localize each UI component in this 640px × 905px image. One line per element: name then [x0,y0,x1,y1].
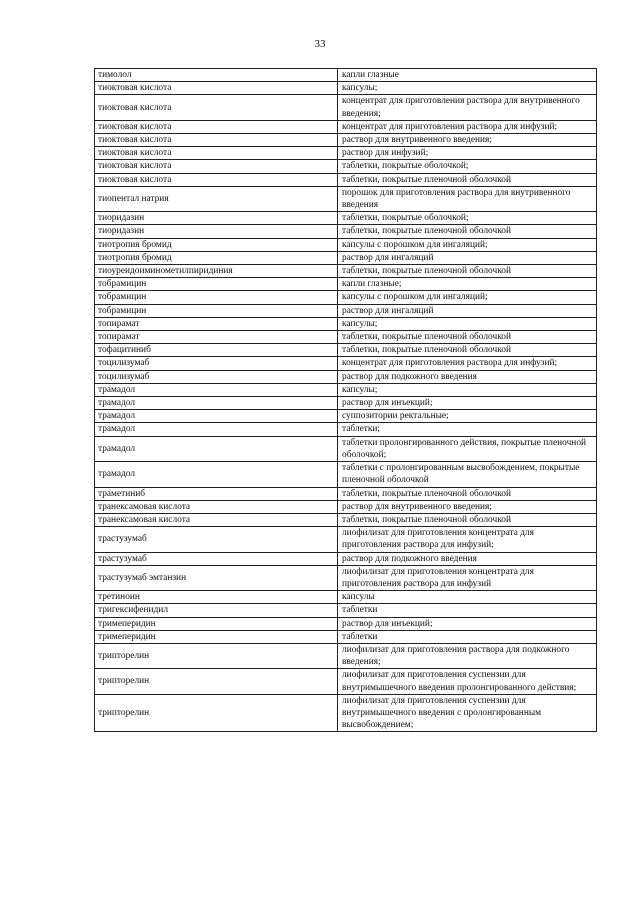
dosage-form-cell: капсулы с порошком для ингаляций; [338,238,597,251]
drug-name-cell: тиоуреидоиминометилпиридиния [95,265,338,278]
table-row [95,669,597,694]
table-row [95,423,597,436]
drug-name-cell: тиотропия бромид [95,238,338,251]
table-row [95,212,597,225]
drug-name-cell: трипторелин [95,643,338,668]
drug-name-cell: тобрамицин [95,304,338,317]
table-row [95,357,597,370]
dosage-form-cell: раствор для инъекций; [338,617,597,630]
dosage-form-cell: таблетки, покрытые пленочной оболочкой [338,173,597,186]
drug-name-cell: тоцилизумаб [95,370,338,383]
dosage-form-cell: капсулы; [338,82,597,95]
dosage-form-cell: таблетки, покрытые пленочной оболочкой [338,344,597,357]
dosage-form-cell: капли глазные; [338,278,597,291]
drug-name-cell: топирамат [95,317,338,330]
drug-name-cell: тиоктовая кислота [95,147,338,160]
dosage-form-cell: раствор для инъекций; [338,397,597,410]
table-row [95,186,597,211]
table-row [95,69,597,82]
table-row [95,462,597,487]
table-row [95,487,597,500]
dosage-form-cell: суппозитории ректальные; [338,410,597,423]
table-row [95,134,597,147]
drug-name-cell: трамадол [95,462,338,487]
dosage-form-cell: таблетки, покрытые оболочкой; [338,212,597,225]
table-row [95,95,597,120]
dosage-form-cell: капсулы [338,591,597,604]
table-row [95,565,597,590]
drug-name-cell: тиотропия бромид [95,251,338,264]
table-row [95,630,597,643]
table-row [95,278,597,291]
drug-name-cell: тригексифенидил [95,604,338,617]
table-row [95,265,597,278]
drug-name-cell: транексамовая кислота [95,500,338,513]
drug-name-cell: тиоридазин [95,212,338,225]
dosage-form-cell: таблетки; [338,423,597,436]
drug-name-cell: тиоктовая кислота [95,134,338,147]
drug-name-cell: тобрамицин [95,291,338,304]
table-row [95,147,597,160]
table-row [95,238,597,251]
table-row [95,225,597,238]
drug-name-cell: тримеперидин [95,617,338,630]
table-row [95,552,597,565]
table-row [95,527,597,552]
drug-table [94,68,597,732]
drug-name-cell: транексамовая кислота [95,513,338,526]
dosage-form-cell: лиофилизат для приготовления суспензии для внутримышечного введения с пролонгированным высвобождением; [338,694,597,732]
dosage-form-cell: лиофилизат для приготовления суспензии для внутримышечного введения пролонгированного действия; [338,669,597,694]
table-row [95,160,597,173]
drug-name-cell: тримеперидин [95,630,338,643]
table-row [95,291,597,304]
table-row [95,397,597,410]
dosage-form-cell: таблетки [338,604,597,617]
dosage-form-cell: раствор для ингаляций [338,304,597,317]
dosage-form-cell: концентрат для приготовления раствора для инфузий; [338,357,597,370]
drug-name-cell: тоцилизумаб [95,357,338,370]
dosage-form-cell: порошок для приготовления раствора для внутривенного введения [338,186,597,211]
drug-name-cell: трамадол [95,383,338,396]
dosage-form-cell: раствор для подкожного введения [338,552,597,565]
drug-name-cell: трипторелин [95,694,338,732]
dosage-form-cell: капсулы; [338,317,597,330]
dosage-form-cell: таблетки, покрытые пленочной оболочкой [338,265,597,278]
dosage-form-cell: таблетки пролонгированного действия, покрытые пленочной оболочкой; [338,436,597,461]
dosage-form-cell: лиофилизат для приготовления концентрата для приготовления раствора для инфузий; [338,527,597,552]
table-row [95,120,597,133]
table-row [95,513,597,526]
dosage-form-cell: таблетки, покрытые пленочной оболочкой [338,487,597,500]
dosage-form-cell: капсулы; [338,383,597,396]
table-row [95,344,597,357]
table-row [95,331,597,344]
drug-name-cell: трамадол [95,423,338,436]
dosage-form-cell: лиофилизат для приготовления раствора для подкожного введения; [338,643,597,668]
dosage-form-cell: концентрат для приготовления раствора для внутривенного введения; [338,95,597,120]
table-row [95,317,597,330]
drug-name-cell: тиоктовая кислота [95,160,338,173]
drug-name-cell: трастузумаб [95,552,338,565]
dosage-form-cell: раствор для инфузий; [338,147,597,160]
table-row [95,173,597,186]
table-row [95,82,597,95]
drug-name-cell: тиоктовая кислота [95,95,338,120]
table-row [95,617,597,630]
table-row [95,370,597,383]
dosage-form-cell: таблетки, покрытые пленочной оболочкой [338,225,597,238]
drug-name-cell: тиопентал натрия [95,186,338,211]
drug-name-cell: топирамат [95,331,338,344]
dosage-form-cell: таблетки, покрытые пленочной оболочкой [338,513,597,526]
drug-name-cell: тиоктовая кислота [95,120,338,133]
drug-name-cell: тиоктовая кислота [95,173,338,186]
table-row [95,694,597,732]
table-row [95,500,597,513]
drug-name-cell: трипторелин [95,669,338,694]
table-row [95,604,597,617]
table-row [95,591,597,604]
drug-name-cell: трастузумаб эмтанзин [95,565,338,590]
page-number: 33 [314,38,326,50]
dosage-form-cell: концентрат для приготовления раствора для инфузий; [338,120,597,133]
dosage-form-cell: капсулы с порошком для ингаляций; [338,291,597,304]
drug-name-cell: трамадол [95,436,338,461]
dosage-form-cell: раствор для внутривенного введения; [338,500,597,513]
drug-name-cell: тофацитиниб [95,344,338,357]
table-row [95,643,597,668]
drug-name-cell: тимолол [95,69,338,82]
drug-name-cell: траметиниб [95,487,338,500]
table-row [95,251,597,264]
table-row [95,436,597,461]
dosage-form-cell: таблетки, покрытые оболочкой; [338,160,597,173]
dosage-form-cell: капли глазные [338,69,597,82]
drug-name-cell: трамадол [95,410,338,423]
table-row [95,410,597,423]
drug-table-body [95,69,597,732]
dosage-form-cell: раствор для подкожного введения [338,370,597,383]
drug-name-cell: трастузумаб [95,527,338,552]
dosage-form-cell: таблетки, покрытые пленочной оболочкой [338,331,597,344]
table-row [95,304,597,317]
drug-name-cell: трамадол [95,397,338,410]
dosage-form-cell: раствор для ингаляций [338,251,597,264]
drug-name-cell: тиоктовая кислота [95,82,338,95]
drug-name-cell: третиноин [95,591,338,604]
drug-name-cell: тиоридазин [95,225,338,238]
table-row [95,383,597,396]
dosage-form-cell: раствор для внутривенного введения; [338,134,597,147]
dosage-form-cell: лиофилизат для приготовления концентрата для приготовления раствора для инфузий [338,565,597,590]
dosage-form-cell: таблетки с пролонгированным высвобождением, покрытые пленочной оболочкой [338,462,597,487]
drug-name-cell: тобрамицин [95,278,338,291]
dosage-form-cell: таблетки [338,630,597,643]
